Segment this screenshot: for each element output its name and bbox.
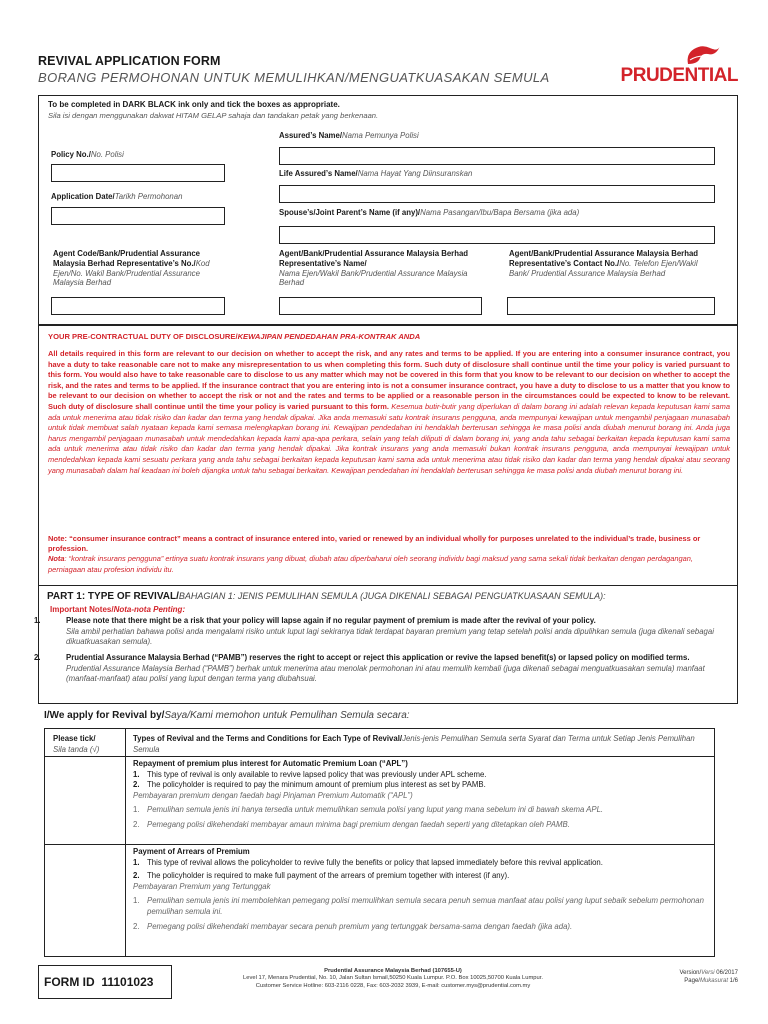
disclosure-body-en: All details required in this form are relevant to our decision on whether to accept the risk, and any rates and terms to be applied. If you are entering into a consumer insurance contract, you have a duty to take reasonable care not to make any misrepresentation to us when completing this form. Such duty of disclosure shall continue until the time your policy is varied pursuant to this form. You would also have to take reasonable care to disclose to us any matter which may not be covered in this form that you know to be relevant to our decision on whether to accept the risk, and the rates and terms to be applied. If the insurance contract that you are entering into is not a consumer insurance contract, you have a duty to disclose to us a matter that you know to be relevant to our decision on whether to accept the risk or not and the rates and terms to be applied or a reasonable person in the circumstances could be expected to know to be relevant. Such duty of disclosure shall continue until the time your policy is varied pursuant to this form.	[48, 349, 730, 411]
arrears-row: Payment of Arrears of Premium 1. This type of revival allows the policyholder to revive fully the benefits or policy that lapsed immediately before this revival application. 2. The policyholder is required to make full payment of the arrears of premium together with interest (if any). Pembayaran Premium yang Tertunggak 1. Pemulihan semula jenis ini membolehkan pemegang polisi memulihkan semula secara penuh semua manfaat atau polisi yang luput sebaik sebelum permohonan pemulihan semula ini. 2. Pemegang polisi dikehendaki membayar secara penuh premium yang tertunggak bersama-sama dengan faedah (jika ada).	[133, 847, 704, 931]
application-date-field[interactable]	[51, 207, 225, 225]
disclosure-section	[38, 325, 738, 586]
important-notes-title: Important Notes/Nota-nota Penting:	[50, 605, 186, 614]
page-footer	[38, 965, 738, 1001]
assured-name-label: Assured’s Name/Nama Pemunya Polisi	[279, 131, 419, 140]
agent-code-field[interactable]	[51, 297, 225, 315]
disclosure-title: YOUR PRE-CONTRACTUAL DUTY OF DISCLOSURE/KEWAJIPAN PENDEDAHAN PRA-KONTRAK ANDA	[48, 332, 421, 341]
form-title-en: REVIVAL APPLICATION FORM	[38, 54, 221, 68]
agent-code-label: Agent Code/Bank/Prudential Assurance Malaysia Berhad Representative’s No./Kod Ejen/No. Wakil Bank/Prudential Assurance Malaysia Berhad	[53, 249, 210, 288]
prudential-logo	[620, 48, 738, 94]
prudential-wordmark: PRUDENTIAL	[620, 65, 738, 86]
instructions-en: To be completed in DARK BLACK ink only and tick the boxes as appropriate.	[48, 100, 340, 109]
row-divider	[45, 844, 714, 845]
apl-row: Repayment of premium plus interest for Automatic Premium Loan (“APL”) 1. This type of revival is only available to revive lapsed policy that was previously under APL scheme. 2. The policyholder is required to pay the minimum amount of premium plus interest as set by PAMB. Pembayaran premium dengan faedah bagi Pinjaman Premium Automatik (“APL”) 1. Pemulihan semula jenis ini hanya tersedia untuk memulihkan semula polisi yang luput yang mana sebelum ini di bawah skema APL. 2. Pemegang polisi dikehendaki membayar amaun minima bagi premium dengan faedah seperti yang ditetapkan oleh PAMB.	[133, 759, 604, 829]
life-assured-name-label: Life Assured’s Name/Nama Hayat Yang Diinsuranskan	[279, 169, 473, 178]
row-divider	[45, 756, 714, 757]
types-column-header: Types of Revival and the Terms and Conditions for Each Type of Revival/Jenis-jenis Pemulihan Semula serta Syarat dan Terma untuk Setiap Jenis Pemulihan Semula	[133, 734, 695, 754]
assured-name-field[interactable]	[279, 147, 715, 165]
tick-box-arrears[interactable]	[45, 844, 126, 957]
disclosure-body	[48, 349, 730, 476]
note-en: Note: “consumer insurance contract” means a contract of insurance entered into, varied or renewed by an individual wholly for purposes unrelated to the individual’s trade, business or profession.	[48, 534, 701, 554]
application-date-label: Application Date/Tarikh Permohonan	[51, 192, 183, 201]
revival-types-table	[44, 728, 715, 957]
policy-no-label: Policy No./No. Polisi	[51, 150, 124, 159]
form-title-ms: BORANG PERMOHONAN UNTUK MEMULIHKAN/MENGUATKUASAKAN SEMULA	[38, 70, 550, 85]
apply-for-label: I/We apply for Revival by/Saya/Kami memohon untuk Pemulihan Semula secara:	[44, 710, 410, 721]
spouse-name-label: Spouse’s/Joint Parent’s Name (if any)/Nama Pasangan/Ibu/Bapa Bersama (jika ada)	[279, 208, 580, 217]
version-info: Version/Versi 06/2017 Page/Mukasurat 1/6	[679, 970, 738, 984]
life-assured-name-field[interactable]	[279, 185, 715, 203]
tick-box-apl[interactable]	[45, 756, 126, 844]
part1-title: PART 1: TYPE OF REVIVAL/BAHAGIAN 1: JENIS PEMULIHAN SEMULA (JUGA DIKENALI SEBAGAI PENGUATKUASAAN SEMULA):	[47, 591, 606, 602]
form-id-box: FORM ID 11101023	[38, 965, 172, 999]
applicant-details-section	[38, 95, 738, 325]
important-note-2: 2. Prudential Assurance Malaysia Berhad (“PAMB”) reserves the right to accept or reject this application or revive the lapsed benefit(s) or lapsed policy on modified terms. Prudential Assurance Malaysia Berhad (“PAMB”) berhak untuk menerima atau menolak permohonan ini atau memulih kembali (juga dikenali sebagai menguatkuasakan semula) manfaat (manfaat-manfaat) atau polisi yang luput dengan terma yang diubahsuai.	[34, 653, 705, 683]
company-info: Prudential Assurance Malaysia Berhad (107655-U) Level 17, Menara Prudential, No. 10, Jalan Sultan Ismail,50250 Kuala Lumpur. P.O. Box 10025,50700 Kuala Lumpur. Customer Service Hotline: 603-2116 0228, Fax: 603-2032 3939, E-mail: customer.mys@prudential.com.my	[243, 968, 543, 989]
spouse-name-field[interactable]	[279, 226, 715, 244]
part1-section	[34, 586, 738, 704]
agent-contact-field[interactable]	[507, 297, 715, 315]
instructions-ms: Sila isi dengan menggunakan dakwat HITAM GELAP sahaja dan tandakan petak yang berkenaan.	[48, 111, 379, 120]
disclosure-notes	[48, 534, 730, 575]
important-note-1: 1. Please note that there might be a risk that your policy will lapse again if no regular payment of premium is made after the revival of your policy. Sila ambil perhatian bahawa polisi anda mengalami risiko untuk luput lagi sekiranya tidak terdapat bayaran premium yang tetap setelah polisi anda dipulihkan semula (juga dikenali sebagai dikuatkuasakan semula).	[34, 616, 714, 646]
note-ms: Nota: “kontrak insurans pengguna” ertinya suatu kontrak insurans yang dibuat, diubah atau diperbaharui oleh seorang individu bagi maksud yang sama sekali tidak berkaitan dengan perdagangan, perniagaan atau profesion individu itu.	[48, 554, 693, 574]
agent-name-label: Agent/Bank/Prudential Assurance Malaysia Berhad Representative’s Name/ Nama Ejen/Wakil Bank/Prudential Assurance Malaysia Berhad	[279, 249, 469, 288]
agent-name-field[interactable]	[279, 297, 482, 315]
form-header	[38, 48, 738, 98]
agent-contact-label: Agent/Bank/Prudential Assurance Malaysia Berhad Representative’s Contact No./No. Telefon Ejen/Wakil Bank/ Prudential Assurance Malaysia Berhad	[509, 249, 699, 278]
policy-no-field[interactable]	[51, 164, 225, 182]
tick-column-header: Please tick/ Sila tanda (√)	[53, 734, 100, 754]
disclosure-body-ms: Kesemua butir-butir yang diperlukan di dalam borang ini adalah relevan kepada keputusan kami sama ada untuk menerima atau tidak risiko dan kadar dan terma yang hendak dipakai. Jika anda memasuki satu kontrak insurans pengguna, anda mempunyai kewajipan untuk mengambil penjagaan munasabah untuk tidak membuat salah nyataan kepada kami semasa melengkapkan borang ini. Kewajipan pendedahan ini hendaklah berterusan sehingga ke masa polisi anda diubah menurut borang ini. Anda juga harus mengambil penjagaan munasabah untuk mendedahkan kepada kami apa-apa perkara, selain yang telah diliputi di dalam borang ini, yang anda tahu sebagai berkaitan kepada keputusan kami sama ada untuk menerima atau tidak risiko dan kadar dan terma yang hendak dipakai. Jika kontrak insurans yang anda memasuki bukan kontrak insurans pengguna, anda mempunyai kewajipan untuk mendedahkan kepada kami sesuatu perkara yang anda tahu sebagai berkaitan kepada keputusan kami sama ada untuk menerima atau tidak risiko dan kadar dan terma yang hendak dipakai atau seorang yang munasabah dalam hal keadaan ini boleh dijangka untuk tahu sebagai berkaitan. Kewajipan pendedahan ini hendaklah berterusan sehingga ke masa polisi anda diubah menurut borang ini.	[48, 401, 730, 475]
